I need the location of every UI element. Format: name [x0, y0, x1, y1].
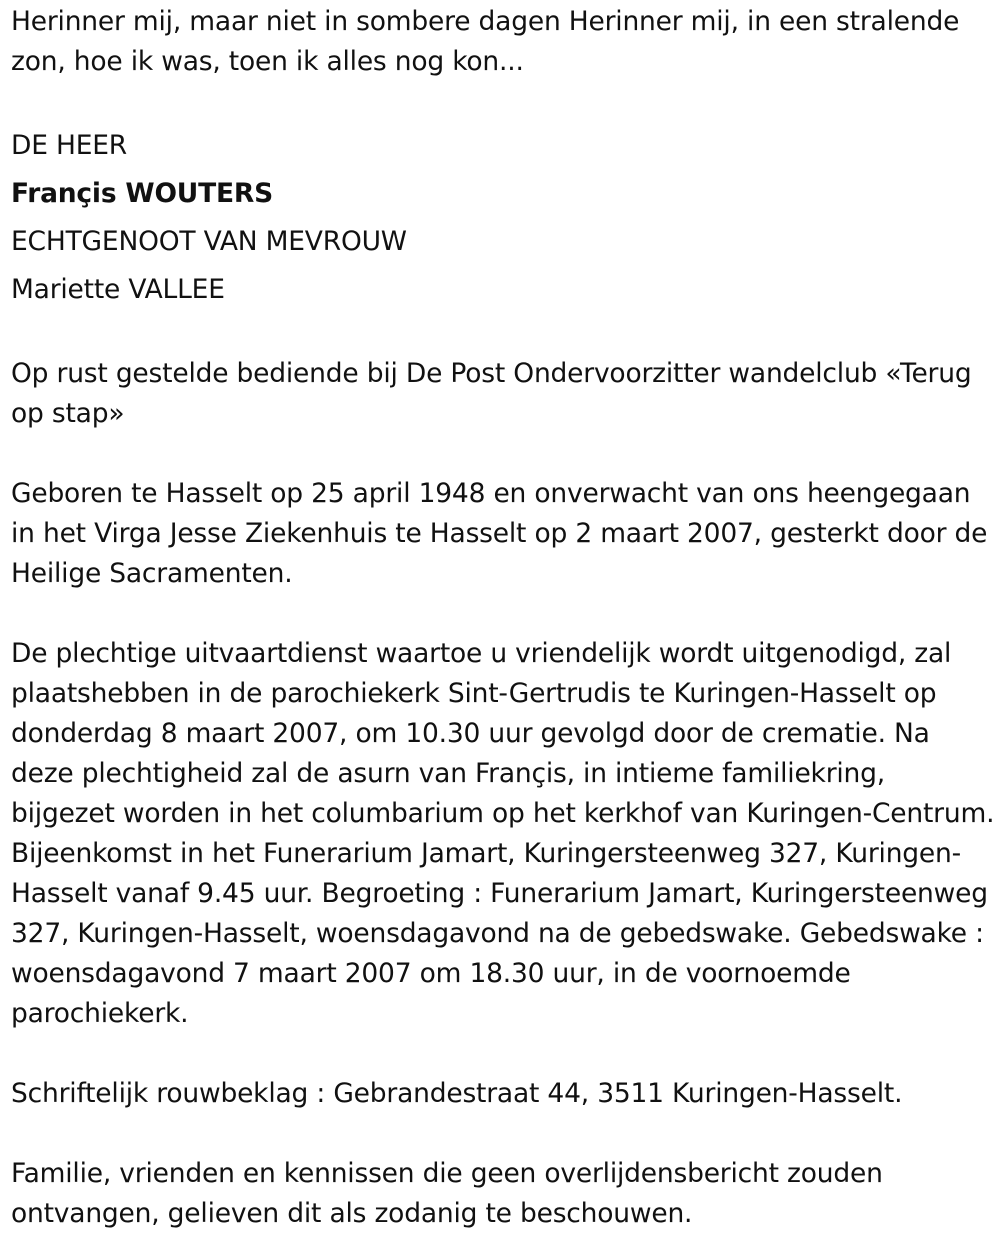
title-prefix: DE HEER — [11, 130, 127, 161]
opening-verse: Herinner mij, maar niet in sombere dagen Herinner mij, in een stralende zon, hoe ik was, toen ik alles nog kon... — [11, 6, 960, 77]
relation-line: ECHTGENOOT VAN MEVROUW — [11, 226, 407, 257]
deceased-name: Françis WOUTERS — [11, 178, 273, 209]
condolence-address: Schriftelijk rouwbeklag : Gebrandestraat 44, 3511 Kuringen-Hasselt. — [11, 1078, 903, 1109]
obituary-notice — [11, 2, 996, 1234]
birth-death-paragraph: Geboren te Hasselt op 25 april 1948 en onverwacht van ons heengegaan in het Virga Jesse Ziekenhuis te Hasselt op 2 maart 2007, gesterkt door de Heilige Sacramenten. — [11, 478, 988, 589]
closing-note: Familie, vrienden en kennissen die geen overlijdensbericht zouden ontvangen, gelieven dit als zodanig te beschouwen. — [11, 1158, 883, 1229]
spouse-name: Mariette VALLEE — [11, 274, 225, 305]
funeral-details-paragraph: De plechtige uitvaartdienst waartoe u vriendelijk wordt uitgenodigd, zal plaatshebben in de parochiekerk Sint-Gertrudis te Kuringen-Hasselt op donderdag 8 maart 2007, om 10.30 uur gevolgd door de crematie. Na deze plechtigheid zal de asurn van Françis, in intieme familiekring, bijgezet worden in het columbarium op het kerkhof van Kuringen-Centrum. Bijeenkomst in het Funerarium Jamart, Kuringersteenweg 327, Kuringen-Hasselt vanaf 9.45 uur. Begroeting : Funerarium Jamart, Kuringersteenweg 327, Kuringen-Hasselt, woensdagavond na de gebedswake. Gebedswake : woensdagavond 7 maart 2007 om 18.30 uur, in de voornoemde parochiekerk. — [11, 638, 995, 1029]
occupation-paragraph: Op rust gestelde bediende bij De Post Ondervoorzitter wandelclub «Terug op stap» — [11, 358, 972, 429]
